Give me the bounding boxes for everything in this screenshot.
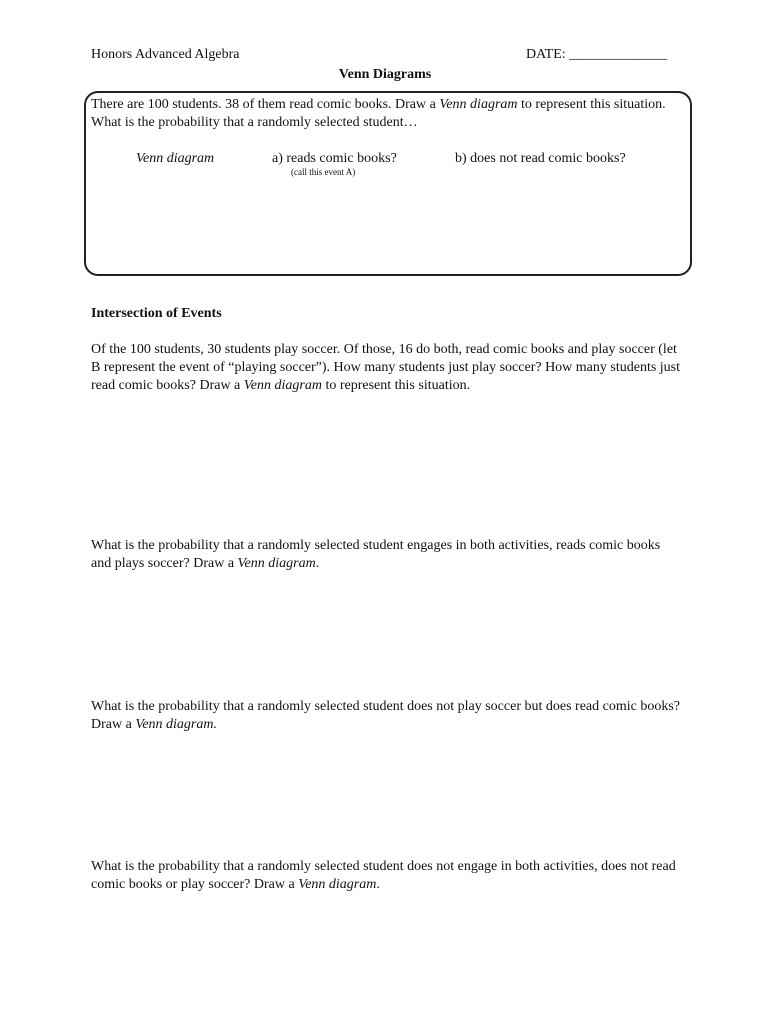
paragraph-text: .: [315, 556, 320, 571]
problem-statement: [91, 96, 681, 132]
question-comic-not-soccer: [91, 698, 681, 734]
problem-text-italic: Venn diagram: [439, 97, 518, 112]
question-both-activities: [91, 537, 681, 573]
section-heading: Intersection of Events: [91, 306, 222, 321]
paragraph-text: What is the probability that a randomly selected student does not play soccer but does read comic books? Draw a: [91, 699, 680, 732]
paragraph-text: What is the probability that a randomly selected student does not engage in both activities, does not read comic books or play soccer? Draw a: [91, 859, 676, 892]
page-title: Venn Diagrams: [338, 67, 432, 82]
date-field-label: DATE: ______________: [526, 47, 668, 62]
paragraph-italic: Venn diagram.: [135, 717, 217, 732]
paragraph-text: .: [376, 877, 380, 892]
question-neither-activity: [91, 858, 681, 894]
venn-diagram-label: Venn diagram: [136, 151, 215, 166]
question-a: a) reads comic books?: [272, 151, 397, 166]
paragraph-italic: Venn diagram: [243, 378, 322, 393]
paragraph-text: What is the probability that a randomly selected student engages in both activities, reads comic books and plays soccer? Draw a: [91, 538, 661, 571]
paragraph-text: Of the 100 students, 30 students play soccer. Of those, 16 do both, read comic books and play soccer (let B represent the event of “playing soccer”). How many students just play soccer? How many students just read comic books? Draw a: [91, 342, 681, 393]
problem-text-part: to represent this situation. What is the probability that a randomly selected student…: [91, 97, 666, 130]
paragraph-soccer-setup: [91, 341, 681, 395]
question-a-note: (call this event A): [291, 167, 356, 177]
paragraph-italic: Venn diagram: [237, 556, 316, 571]
paragraph-text: to represent this situation.: [321, 378, 471, 393]
question-b: b) does not read comic books?: [455, 151, 626, 166]
problem-text-part: There are 100 students. 38 of them read comic books. Draw a: [91, 97, 440, 112]
course-name: Honors Advanced Algebra: [91, 47, 240, 62]
paragraph-italic: Venn diagram: [298, 877, 377, 892]
